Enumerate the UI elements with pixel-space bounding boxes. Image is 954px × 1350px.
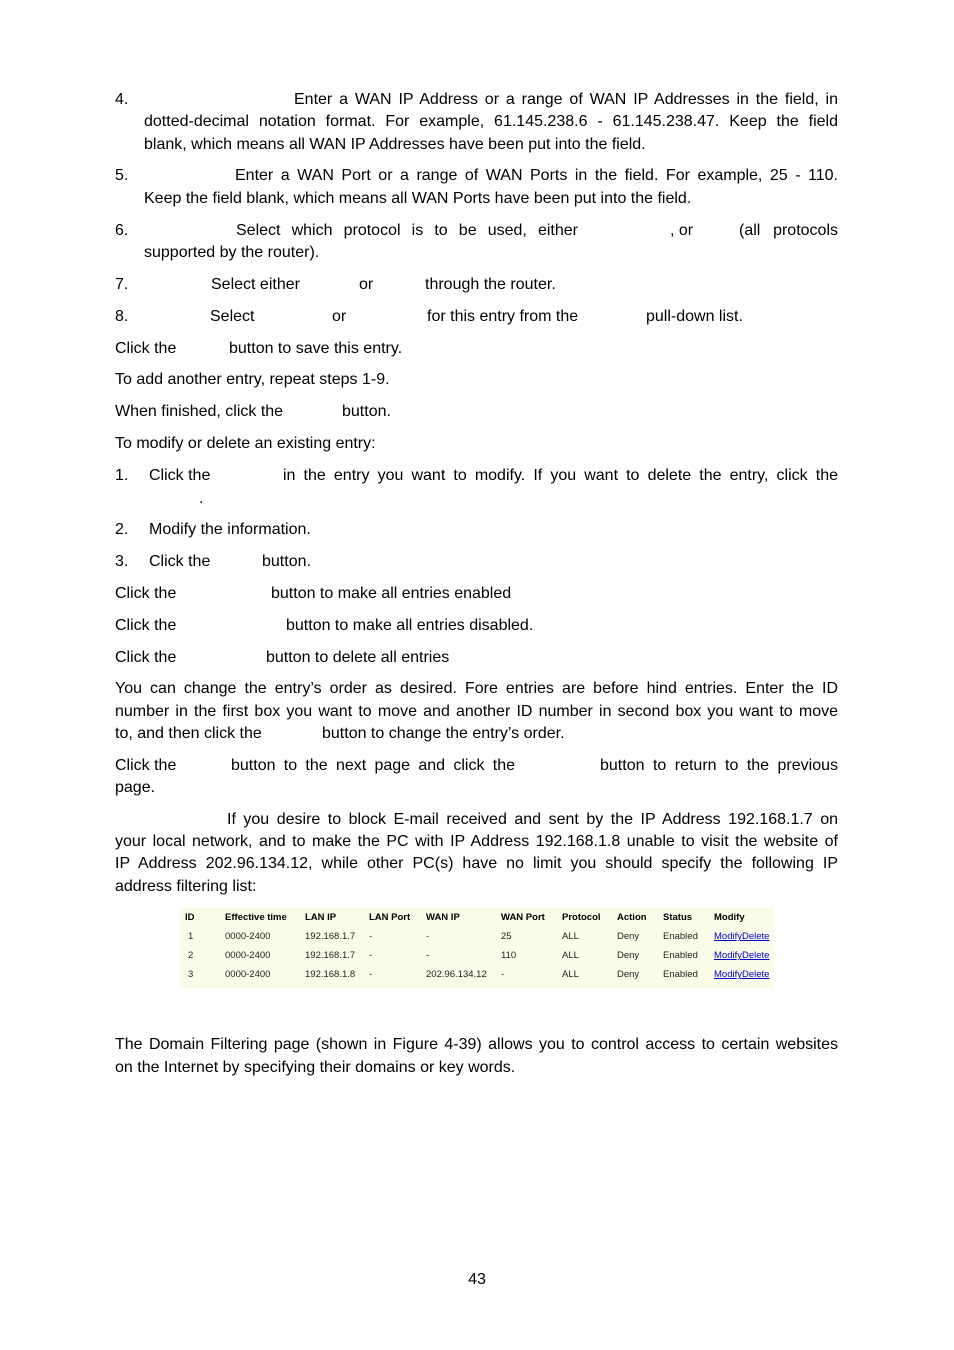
- paragraph: button to delete all entries: [266, 649, 450, 666]
- step-text: (all protocols: [739, 222, 838, 239]
- table-header: Effective time: [225, 912, 287, 923]
- step-text: Select which protocol is to be used, either: [236, 222, 578, 239]
- table-cell: 110: [501, 950, 517, 961]
- table-cell: Enabled: [663, 950, 698, 961]
- delete-link[interactable]: Delete: [742, 950, 770, 961]
- step-text: or: [359, 276, 374, 293]
- table-cell: 1: [188, 931, 194, 942]
- table-header: WAN Port: [501, 912, 545, 923]
- table-cell: 0000-2400: [225, 931, 271, 942]
- delete-link[interactable]: Delete: [742, 969, 770, 980]
- step-text: , or: [670, 222, 694, 239]
- paragraph: button to return to the previous: [600, 757, 838, 774]
- paragraph: If you desire to block E-mail received and sent by the IP Address 192.168.1.7 on: [227, 811, 838, 828]
- table-cell: 3: [188, 969, 194, 980]
- table-cell: ALL: [562, 969, 579, 980]
- table-cell: Deny: [617, 969, 640, 980]
- modify-link[interactable]: Modify: [714, 931, 742, 942]
- paragraph: You can change the entry’s order as desired. Fore entries are before hind entries. Enter the ID: [115, 680, 838, 697]
- table-header: Action: [617, 912, 647, 923]
- table-cell: 2: [188, 950, 194, 961]
- table-cell: Deny: [617, 931, 640, 942]
- step-text: Keep the field blank, which means all WAN Ports have been put into the field.: [144, 190, 692, 207]
- step-text: through the router.: [425, 276, 556, 293]
- table-cell: ALL: [562, 931, 579, 942]
- step-text: blank, which means all WAN IP Addresses have been put into the field.: [144, 136, 646, 153]
- paragraph: When finished, click the: [115, 403, 284, 420]
- table-cell: 0000-2400: [225, 969, 271, 980]
- ip-filter-table: [180, 908, 774, 988]
- step-number: 1.: [115, 467, 129, 484]
- step-text: Modify the information.: [149, 521, 311, 538]
- paragraph: to, and then click the: [115, 725, 262, 742]
- paragraph: button to change the entry’s order.: [322, 725, 565, 742]
- table-cell: -: [426, 931, 430, 942]
- table-cell: Enabled: [663, 969, 698, 980]
- paragraph: The Domain Filtering page (shown in Figure 4-39) allows you to control access to certain websites: [115, 1036, 838, 1053]
- step-number: 4.: [115, 91, 129, 108]
- table-header: Protocol: [562, 912, 601, 923]
- step-text: Select: [210, 308, 255, 325]
- table-cell: 202.96.134.12: [426, 969, 487, 980]
- table-cell: -: [369, 931, 373, 942]
- step-text: Click the: [149, 553, 211, 570]
- table-cell: -: [426, 950, 430, 961]
- step-text: button.: [262, 553, 311, 570]
- paragraph: Click the: [115, 585, 177, 602]
- delete-link[interactable]: Delete: [742, 931, 770, 942]
- step-text: Click the: [149, 467, 211, 484]
- paragraph: IP Address 202.96.134.12, while other PC(s) have no limit you should specify the following IP: [115, 855, 838, 872]
- table-cell: 25: [501, 931, 512, 942]
- page-number: 43: [468, 1271, 486, 1288]
- step-text: Enter a WAN IP Address or a range of WAN IP Addresses in the field, in: [294, 91, 838, 108]
- paragraph: button to the next page and click the: [231, 757, 515, 774]
- step-number: 3.: [115, 553, 129, 570]
- table-cell: ALL: [562, 950, 579, 961]
- table-cell: -: [369, 969, 373, 980]
- step-number: 8.: [115, 308, 129, 325]
- table-header: LAN Port: [369, 912, 411, 923]
- table-header: Status: [663, 912, 693, 923]
- step-number: 6.: [115, 222, 129, 239]
- paragraph: page.: [115, 779, 156, 796]
- step-number: 5.: [115, 167, 129, 184]
- paragraph: To modify or delete an existing entry:: [115, 435, 376, 452]
- step-number: 7.: [115, 276, 129, 293]
- table-cell: 192.168.1.8: [305, 969, 356, 980]
- paragraph: on the Internet by specifying their domains or key words.: [115, 1059, 516, 1076]
- step-text: dotted-decimal notation format. For example, 61.145.238.6 - 61.145.238.47. Keep the field: [144, 113, 838, 130]
- step-text: in the entry you want to modify. If you want to delete the entry, click the: [283, 467, 838, 484]
- step-text: Select either: [211, 276, 300, 293]
- table-cell: 192.168.1.7: [305, 931, 356, 942]
- table-cell: -: [501, 969, 505, 980]
- paragraph: Click the: [115, 617, 177, 634]
- paragraph: your local network, and to make the PC with IP Address 192.168.1.8 unable to visit the website of: [115, 833, 838, 850]
- step-text: supported by the router).: [144, 244, 320, 261]
- step-text: .: [199, 490, 204, 507]
- table-header: ID: [185, 912, 195, 923]
- table-cell: Enabled: [663, 931, 698, 942]
- table-cell: 0000-2400: [225, 950, 271, 961]
- step-text: for this entry from the: [427, 308, 579, 325]
- modify-link[interactable]: Modify: [714, 950, 742, 961]
- table-cell: -: [369, 950, 373, 961]
- paragraph: address filtering list:: [115, 878, 257, 895]
- step-text: Enter a WAN Port or a range of WAN Ports in the field. For example, 25 - 110.: [235, 167, 838, 184]
- paragraph: button.: [342, 403, 391, 420]
- step-number: 2.: [115, 521, 129, 538]
- paragraph: Click the: [115, 649, 177, 666]
- paragraph: button to make all entries enabled: [271, 585, 512, 602]
- modify-link[interactable]: Modify: [714, 969, 742, 980]
- table-header: WAN IP: [426, 912, 460, 923]
- paragraph: number in the first box you want to move and another ID number in second box you want to move: [115, 703, 838, 720]
- table-cell: Deny: [617, 950, 640, 961]
- paragraph: button to make all entries disabled.: [286, 617, 534, 634]
- table-header: LAN IP: [305, 912, 337, 923]
- table-header: Modify: [714, 912, 745, 923]
- paragraph: button to save this entry.: [229, 340, 403, 357]
- table-cell: 192.168.1.7: [305, 950, 356, 961]
- paragraph: Click the: [115, 340, 177, 357]
- paragraph: To add another entry, repeat steps 1-9.: [115, 371, 390, 388]
- paragraph: Click the: [115, 757, 177, 774]
- step-text: pull-down list.: [646, 308, 743, 325]
- step-text: or: [332, 308, 347, 325]
